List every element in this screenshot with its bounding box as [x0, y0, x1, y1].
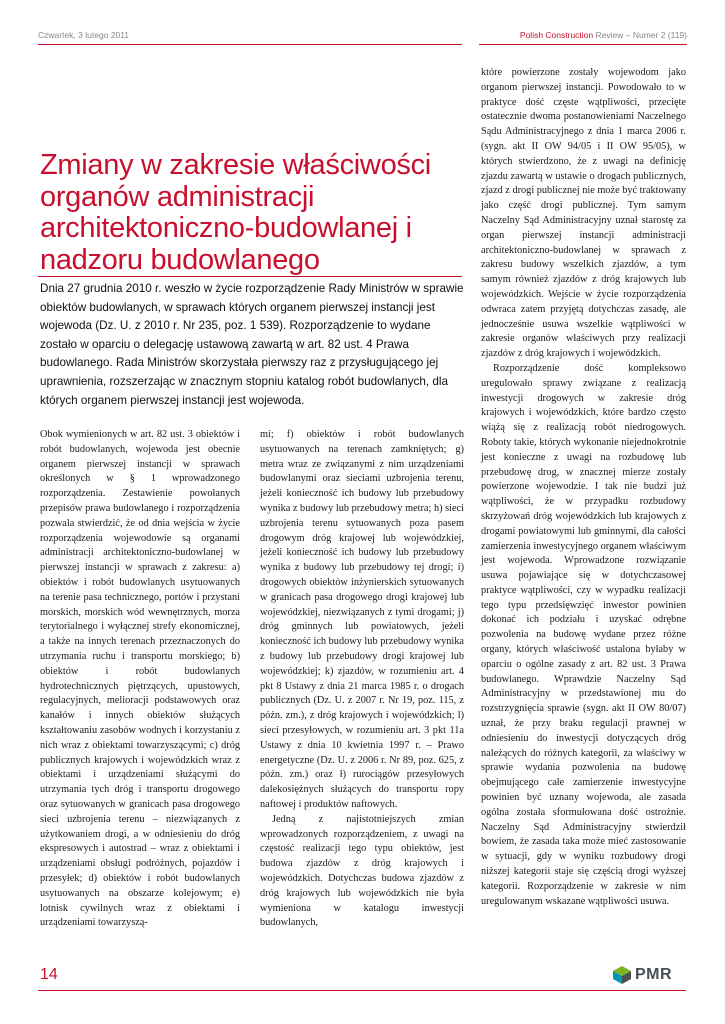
body-column-3	[481, 66, 686, 909]
body-column-1	[40, 428, 240, 931]
pmr-logo-icon	[612, 965, 632, 985]
footer-rule	[38, 990, 686, 991]
publication-info	[520, 30, 687, 40]
paragraph: które powierzone zostały wojewodom jako organom pierwszej instancji. Powodowało to w praktyce dość częste wątpliwości, przecięte ostatecznie dwoma postanowieniami Naczelnego Sądu Administracyjnego z dnia 1 marca 2006 r. (sygn. akt II OW 94/05 i II OW 95/05), w których stwierdzono, że z uwagi na definicję zjazdu zawartą w ustawie o drogach publicznych, zjazd z drogi publicznej nie może być traktowany jako część drogi publicznej. Tym samym Naczelny Sąd Administracyjny uznał starostę za organ pierwszej instancji administracji architektoniczno-budowlanej w sprawach z zakresu budowy wszelkich zjazdów, a tym samym również zjazdów z dróg krajowych lub wojewódzkich. Wejście w życie rozporządzenia odwraca zatem przyjętą dotychczas zasadę, ale jednocześnie usuwa wszelkie wątpliwości w zakresie organów właściwych przy realizacji zjazdów z dróg krajowych i wojewódzkich.	[481, 67, 686, 360]
article-title: Zmiany w zakresie właściwości organów administracji architektoniczno-budowlanej i nadzoru budowlanego	[40, 149, 431, 276]
pmr-logo	[612, 965, 688, 985]
paragraph: Rozporządzenie dość kompleksowo uregulowało sprawy związane z realizacją inwestycji drogowych w zakresie dróg krajowych i wojewódzkich, które bardzo często wiążą się z realizacją robót niedrogowych. Roboty takie, których wykonanie niejednokrotnie jest konieczne z uwagi na rozbudowę lub przebudowę drog, w znacznej mierze zostały powierzone wojewodzie. I tak nie budzi już wątpliwości, że w przypadku rozbudowy skrzyżowań dróg wojewódzkich lub krajowych z drogami powiatowymi lub gminnymi, dla całości zamierzenia inwestycyjnego organem właściwym jest wojewoda. Wprowadzone rozwiązanie usuwa pojawiające się w dotychczasowej praktyce wątpliwości, czy w wypadku realizacji tego typu przedsięwzięć inwestor powinien dokonać ich podziału i uzyskać odrębne pozwolenia na budowę wydane przez różne organy, których właściwość ustalona byłaby w oparciu o ogólne zasady z art. 82 ust. 3 Prawa budowlanego. Wprawdzie Naczelny Sąd Administracyjny w przedstawionej mu do rozstrzygnięcia sprawie (sygn. akt II OW 80/07) uznał, że przy braku regulacji prawnej w odniesieniu do inwestycji dotyczących dróg należących do różnych kategorii, za właściwy w sprawie wydania pozwolenia na budowę obejmującego całe zamierzenie inwestycyjne powinien być uznany wojewoda, ale zasada ogólna została sformułowana dość ostrożnie. Naczelny Sąd Administracyjny stwierdził bowiem, że zasada taka może mieć zastosowanie w sytuacji, gdy w wyniku rozbudowy drogi niższej kategorii staje się częścią drogi wyższej kategorii. Rozporządzenie w zakresie w nim uregulowanym wskazane wątpliwości usuwa.	[481, 362, 686, 907]
logo-text: PMR	[635, 966, 673, 983]
body-column-2	[260, 428, 464, 931]
issue-number: Review – Numer 2 (119)	[593, 30, 687, 40]
publication-name: Polish Construction	[519, 30, 594, 40]
paragraph: Obok wymienionych w art. 82 ust. 3 obiektów i robót budowlanych, wojewoda jest obecnie organem pierwszej instancji w sprawach określonych w § 1 wprowadzonego rozporządzenia. Zestawienie powołanych przepisów prawa budowlanego i rozporządzenia pozwala stwierdzić, że od dnia wejścia w życie rozporządzenia wojewodowie są organami administracji architektoniczno-budowlanej w pierwszej instancji w sprawach z zakresu: a) obiektów i robót budowlanych usytuowanych na terenie pasa technicznego, portów i przystani morskich, morskich wód wewnętrznych, morza terytorialnego i wyłącznej strefy ekonomicznej, a także na innych terenach przeznaczonych do utrzymania ruchu i transportu morskiego; b) obiektów i robót budowlanych hydrotechnicznych piętrzących, upustowych, regulacyjnych, melioracji podstawowych oraz kanałów i innych obiektów służących kształtowaniu zasobów wodnych i korzystaniu z nich wraz z obiektami towarzyszącymi; c) dróg publicznych krajowych i wojewódzkich wraz z obiektami i urządzeniami służącymi do utrzymania tych dróg i transportu drogowego oraz sytuowanych w granicach pasa drogowego sieci uzbrojenia terenu – niezwiązanych z użytkowaniem drogi, a w odniesieniu do dróg ekspresowych i autostrad – wraz z obiektami i urządzeniami obsługi podróżnych, pojazdów i przesyłek; d) obiektów i robót budowlanych usytuowanych na obszarze kolejowym; e) lotnisk cywilnych wraz z obiektami i urządzeniami towarzyszą-	[40, 429, 240, 929]
issue-date: Czwartek, 3 lutego 2011	[38, 30, 130, 40]
paragraph: mi; f) obiektów i robót budowlanych usytuowanych na terenach zamkniętych; g) metra wraz ze związanymi z nim urządzeniami budowlanymi oraz sieciami uzbrojenia terenu, jeżeli konieczność ich budowy lub przebudowy wynika z budowy lub przebudowy metra; h) sieci uzbrojenia terenu sytuowanych poza pasem drogowym dróg krajowej lub wojewódzkiej, jeżeli konieczność ich budowy lub przebudowy wynika z budowy lub przebudowy tej drogi; i) drogowych obiektów inżynierskich sytuowanych w granicach pasa drogowego drogi krajowej lub wojewódzkiej, niezwiązanych z tymi drogami; j) dróg gminnych lub powiatowych, jeżeli konieczność ich budowy lub przebudowy wynika z budowy lub przebudowy drogi krajowej lub wojewódzkiej; k) zjazdów, w rozumieniu art. 4 pkt 8 Ustawy z dnia 21 marca 1985 r. o drogach publicznych (Dz. U. z 2007 r. Nr 19, poz. 115, z późn. zm.), z dróg krajowych i wojewódzkich; l) sieci przesyłowych, w rozumieniu art. 3 pkt 11a Ustawy z dnia 10 kwietnia 1997 r. – Prawo energetyczne (Dz. U. z 2006 r. Nr 89, poz. 625, z późn. zm.) oraz ł) rurociągów przesyłowych dalekosiężnych służących do transportu ropy naftowej i produktów naftowych.	[260, 429, 464, 810]
page-number: 14	[40, 966, 58, 983]
header-rule-right	[479, 44, 687, 45]
paragraph: Jedną z najistotniejszych zmian wprowadzonych rozporządzeniem, z uwagi na częstość realizacji tego typu obiektów, jest budowa zjazdów z dróg krajowych i wojewódzkich. Dotychczas budowa zjazdów z dróg krajowych lub wojewódzkich nie była wymieniona w katalogu inwestycji budowlanych,	[260, 813, 464, 929]
article-lead: Dnia 27 grudnia 2010 r. weszło w życie rozporządzenie Rady Ministrów w sprawie obiektów budowlanych, w sprawach których organem pierwszej instancji jest wojewoda (Dz. U. z 2010 r. Nr 235, poz. 1 539). Rozporządzenie to wydane zostało w oparciu o delegację ustawową zawartą w art. 82 ust. 4 Prawa budowlanego. Rada Ministrów skorzystała pierwszy raz z przysługującego jej uprawnienia, rozszerzając w znacznym stopniu katalog robót budowlanych, dla których organem pierwszej instancji jest wojewoda.	[40, 282, 464, 407]
header-rule-left	[38, 44, 462, 45]
title-rule	[38, 276, 462, 277]
